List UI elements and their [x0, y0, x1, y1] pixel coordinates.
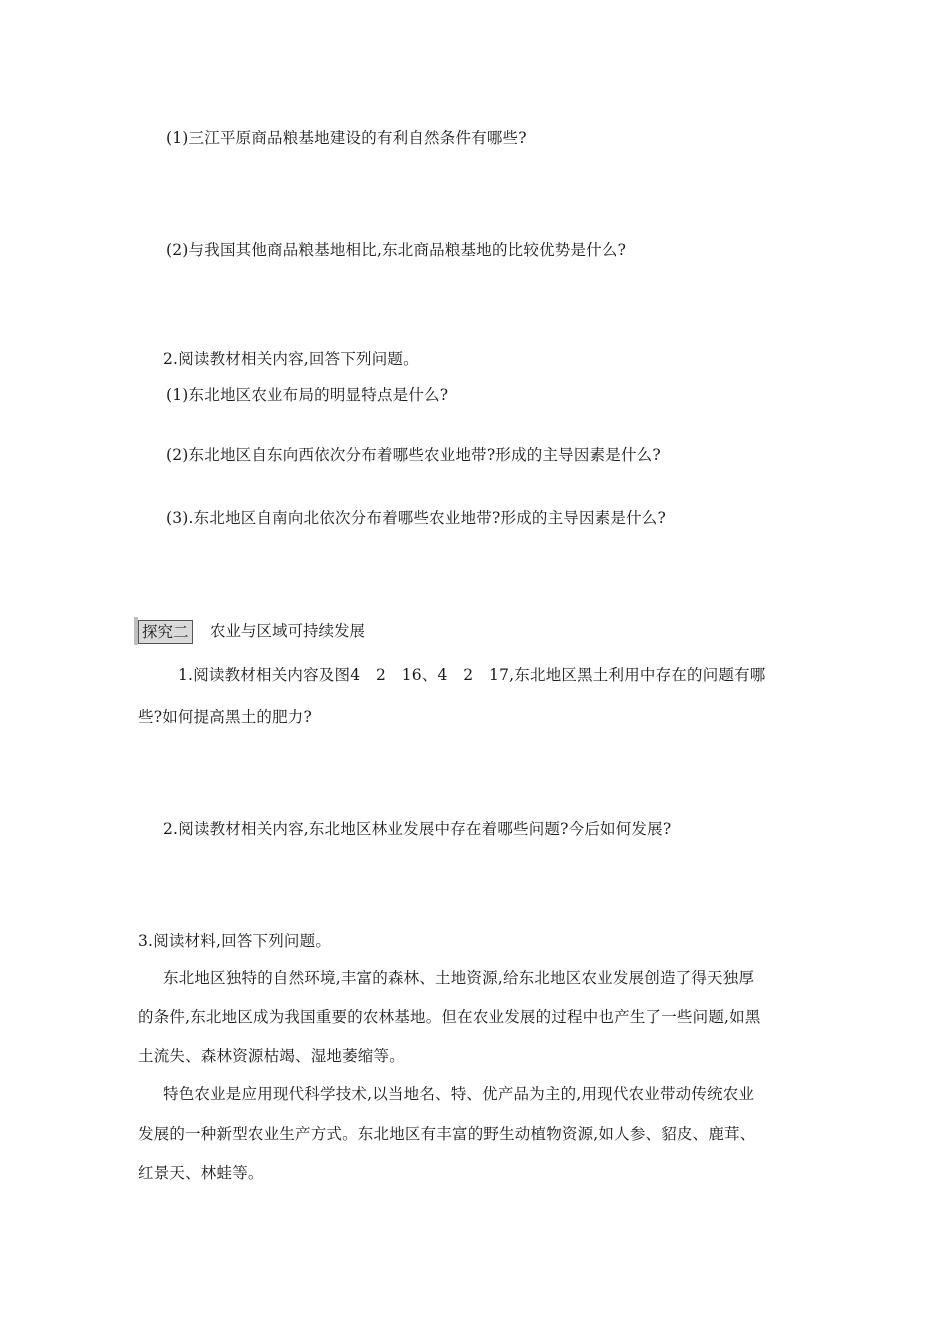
- question-1-2: (2)与我国其他商品粮基地相比,东北商品粮基地的比较优势是什么?: [166, 241, 627, 259]
- material-paragraph-2-line3: 红景天、林蛙等。: [138, 1164, 264, 1182]
- question-1-1: (1)三江平原商品粮基地建设的有利自然条件有哪些?: [166, 129, 527, 147]
- question-2-heading: 2.阅读教材相关内容,回答下列问题。: [163, 350, 419, 368]
- material-paragraph-2-line2: 发展的一种新型农业生产方式。东北地区有丰富的野生动植物资源,如人参、貂皮、鹿茸、: [138, 1125, 756, 1143]
- section-tag: 探究二: [138, 620, 193, 644]
- material-paragraph-2-line1: 特色农业是应用现代科学技术,以当地名、特、优产品为主的,用现代农业带动传统农业: [163, 1085, 755, 1103]
- explore-question-3-heading: 3.阅读材料,回答下列问题。: [138, 932, 332, 950]
- question-2-1: (1)东北地区农业布局的明显特点是什么?: [166, 386, 449, 404]
- material-paragraph-1-line1: 东北地区独特的自然环境,丰富的森林、土地资源,给东北地区农业发展创造了得天独厚: [163, 969, 755, 987]
- material-paragraph-1-line2: 的条件,东北地区成为我国重要的农林基地。但在农业发展的过程中也产生了一些问题,如黑: [138, 1008, 761, 1026]
- question-2-2: (2)东北地区自东向西依次分布着哪些农业地带?形成的主导因素是什么?: [166, 446, 661, 464]
- material-paragraph-1-line3: 土流失、森林资源枯竭、湿地萎缩等。: [138, 1047, 405, 1065]
- question-2-3: (3).东北地区自南向北依次分布着哪些农业地带?形成的主导因素是什么?: [166, 509, 667, 527]
- section-title: 农业与区域可持续发展: [210, 622, 366, 640]
- explore-question-1-line2: 些?如何提高黑土的肥力?: [138, 708, 313, 726]
- explore-question-2: 2.阅读教材相关内容,东北地区林业发展中存在着哪些问题?今后如何发展?: [163, 820, 672, 838]
- explore-question-1-line1: 1.阅读教材相关内容及图4 2 16、4 2 17,东北地区黑土利用中存在的问题有哪: [178, 666, 766, 684]
